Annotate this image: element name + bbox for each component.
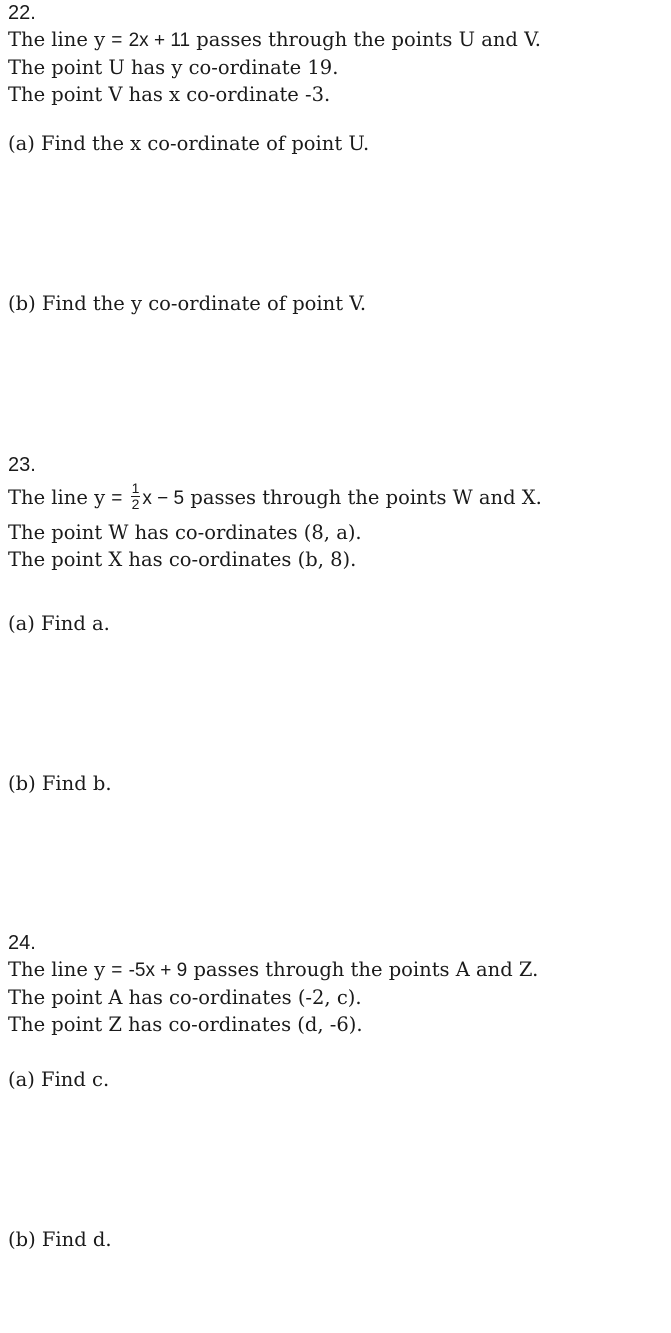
question-line-statement [8, 26, 663, 54]
line-intro: The line y [8, 28, 106, 51]
line-rest: passes through the points W and X. [190, 486, 542, 509]
equals-sign: = [111, 960, 123, 981]
statement-2: The point X has co-ordinates (b, 8). [8, 548, 357, 571]
part-b: (b) Find the y co-ordinate of point V. [8, 292, 367, 315]
line-intro: The line y [8, 486, 106, 509]
statement-1: The point A has co-ordinates (-2, c). [8, 986, 362, 1009]
part-a: (a) Find the x co-ordinate of point U. [8, 132, 370, 155]
part-b: (b) Find d. [8, 1228, 112, 1251]
part-b: (b) Find b. [8, 772, 112, 795]
fraction-numerator: 1 [131, 480, 140, 496]
fraction-one-half [131, 481, 141, 512]
equals-sign: = [111, 488, 123, 509]
question-23 [8, 452, 663, 573]
line-equation: 2x + 11 [128, 30, 191, 51]
statement-2: The point Z has co-ordinates (d, -6). [8, 1013, 363, 1036]
statement-1: The point U has y co-ordinate 19. [8, 56, 339, 79]
line-intro: The line y [8, 958, 106, 981]
part-a: (a) Find a. [8, 612, 110, 635]
question-line-statement [8, 956, 663, 984]
question-number: 24. [8, 932, 36, 954]
statement-1: The point W has co-ordinates (8, a). [8, 521, 362, 544]
line-equation: -5x + 9 [128, 960, 188, 981]
equals-sign: = [111, 30, 123, 51]
line-rest: passes through the points A and Z. [193, 958, 539, 981]
question-line-statement [8, 478, 663, 519]
question-number: 22. [8, 2, 36, 24]
line-rest: passes through the points U and V. [196, 28, 541, 51]
line-equation: x − 5 [142, 488, 185, 509]
question-22 [8, 0, 663, 108]
statement-2: The point V has x co-ordinate -3. [8, 83, 331, 106]
part-a: (a) Find c. [8, 1068, 110, 1091]
question-number: 23. [8, 454, 36, 476]
question-24 [8, 930, 663, 1038]
fraction-denominator: 2 [131, 496, 140, 512]
